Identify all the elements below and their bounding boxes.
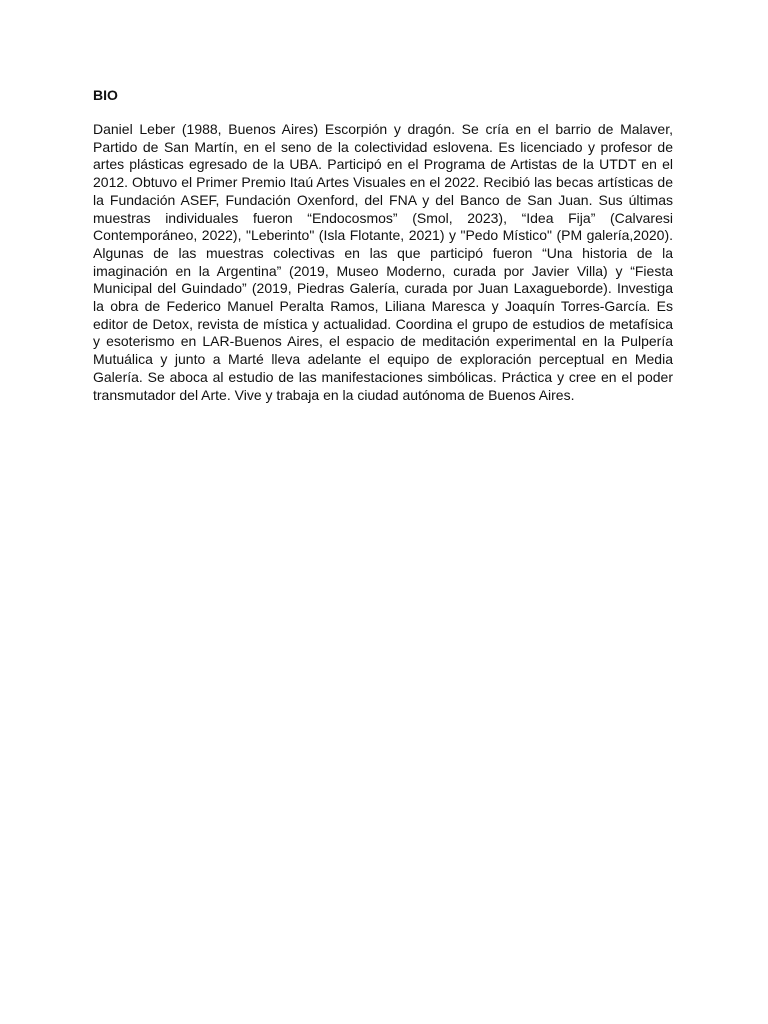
bio-paragraph: Daniel Leber (1988, Buenos Aires) Escorpión y dragón. Se cría en el barrio de Malaver, Partido de San Martín, en el seno de la colectividad eslovena. Es licenciado y profesor de artes plásticas egresado de la UBA. Participó en el Programa de Artistas de la UTDT en el 2012. Obtuvo el Primer Premio Itaú Artes Visuales en el 2022. Recibió las becas artísticas de la Fundación ASEF, Fundación Oxenford, del FNA y del Banco de San Juan. Sus últimas muestras individuales fueron “Endocosmos” (Smol, 2023), “Idea Fija” (Calvaresi Contemporáneo, 2022), "Leberinto" (Isla Flotante, 2021) y "Pedo Místico" (PM galería,2020). Algunas de las muestras colectivas en las que participó fueron “Una historia de la imaginación en la Argentina” (2019, Museo Moderno, curada por Javier Villa) y “Fiesta Municipal del Guindado” (2019, Piedras Galería, curada por Juan Laxagueborde). Investiga la obra de Federico Manuel Peralta Ramos, Liliana Maresca y Joaquín Torres-García. Es editor de Detox, revista de mística y actualidad. Coordina el grupo de estudios de metafísica y esoterismo en LAR-Buenos Aires, el espacio de meditación experimental en la Pulpería Mutuálica y junto a Marté lleva adelante el equipo de exploración perceptual en Media Galería. Se aboca al estudio de las manifestaciones simbólicas. Práctica y cree en el poder transmutador del Arte. Vive y trabaja en la ciudad autónoma de Buenos Aires.: [93, 121, 673, 403]
document-content: [93, 86, 673, 404]
section-heading: BIO: [93, 87, 118, 103]
